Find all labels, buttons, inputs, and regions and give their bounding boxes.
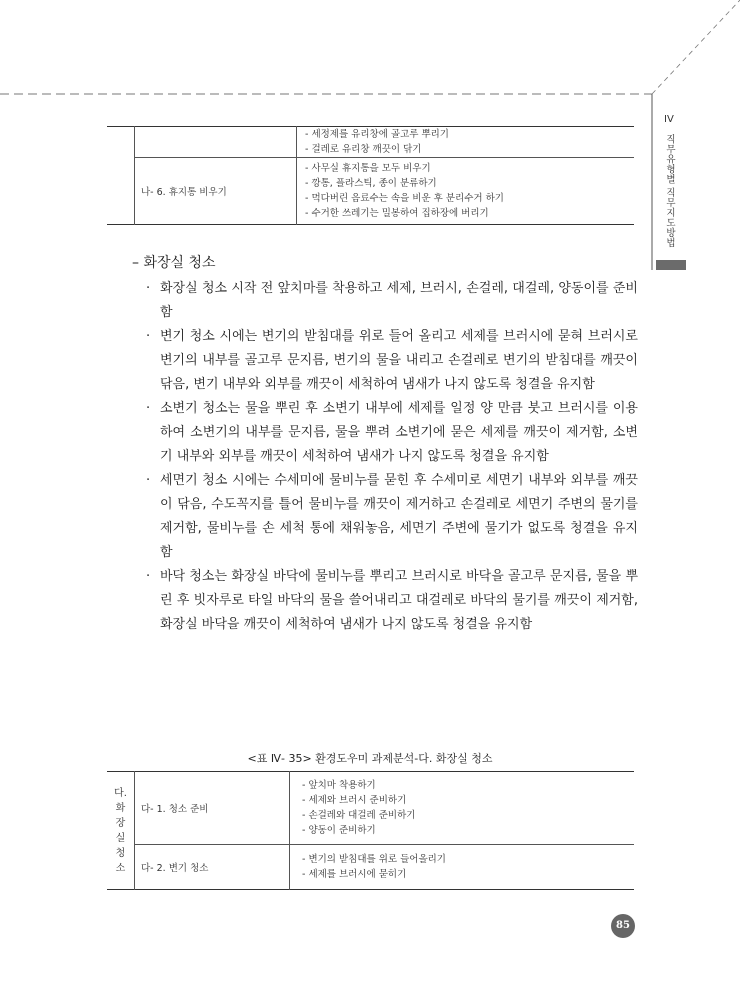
- list-item: [146, 469, 638, 565]
- bullet-dot: ·: [146, 281, 151, 296]
- bullet-dot: ·: [146, 401, 151, 416]
- step-line: - 세제를 브러시에 묻히기: [302, 869, 407, 880]
- step-line: - 수거한 쓰레기는 밀봉하여 집하장에 버리기: [305, 208, 489, 219]
- section-heading: – 화장실 청소: [132, 255, 216, 271]
- chapter-title: 직무유형별 직무지도방법: [664, 134, 675, 248]
- step-line: - 세정제를 유리창에 골고루 뿌리기: [305, 129, 449, 140]
- item-cell: 다- 1. 청소 준비: [135, 772, 290, 845]
- table-row: [107, 127, 634, 158]
- step-line: - 변기의 받침대를 위로 들어올리기: [302, 854, 446, 865]
- step-line: - 먹다버린 음료수는 속을 비운 후 분리수거 하기: [305, 193, 504, 204]
- bullet-dot: ·: [146, 473, 151, 488]
- category-char: 다.: [114, 787, 127, 799]
- table-row: [107, 845, 634, 890]
- bullet-text: 세면기 청소 시에는 수세미에 물비누를 묻힌 후 수세미로 세면기 내부와 외부를 깨끗이 닦음, 수도꼭지를 틀어 물비누를 깨끗이 제거하고 손걸레로 세면기 주변의 물기를 제거함, 물비누를 손 세척 통에 채워놓음, 세면기 주변에 물기가 없도록 청결을 유지함: [160, 473, 638, 560]
- table-row: [107, 158, 634, 225]
- steps-cell: [290, 845, 635, 890]
- item-cell: 나- 6. 휴지통 비우기: [135, 158, 297, 225]
- bullet-text: 화장실 청소 시작 전 앞치마를 착용하고 세제, 브러시, 손걸레, 대걸레, 양동이를 준비함: [160, 281, 638, 320]
- page-number: 85: [611, 914, 635, 938]
- step-line: - 양동이 준비하기: [302, 825, 376, 836]
- step-line: - 앞치마 착용하기: [302, 780, 376, 791]
- step-line: - 손걸레와 대걸레 준비하기: [302, 810, 416, 821]
- list-item: [146, 565, 638, 637]
- category-char: 청: [115, 847, 126, 859]
- steps-cell: [297, 158, 635, 225]
- table-caption: <표 Ⅳ- 35> 환경도우미 과제분석-다. 화장실 청소: [247, 752, 493, 765]
- bullet-text: 바닥 청소는 화장실 바닥에 물비누를 뿌리고 브러시로 바닥을 골고루 문지름, 물을 뿌린 후 빗자루로 타일 바닥의 물을 쓸어내리고 대걸레로 바닥의 물기를 깨끗이 제거함, 화장실 바닥을 깨끗이 세척하여 냄새가 나지 않도록 청결을 유지함: [160, 569, 638, 632]
- chapter-number: IV: [664, 114, 674, 125]
- category-char: 화: [115, 802, 126, 814]
- item-cell: 다- 2. 변기 청소: [135, 845, 290, 890]
- step-line: - 걸레로 유리창 깨끗이 닦기: [305, 144, 422, 155]
- table-row: [107, 772, 634, 845]
- dashed-corner-line: [652, 0, 740, 94]
- category-cell: [107, 127, 135, 225]
- bullet-dot: ·: [146, 569, 151, 584]
- steps-cell: [290, 772, 635, 845]
- list-item: [146, 277, 638, 325]
- category-char: 실: [115, 832, 126, 844]
- chapter-side-tab: [656, 108, 686, 270]
- steps-cell: [297, 127, 635, 158]
- category-cell: [107, 772, 135, 890]
- step-line: - 사무실 휴지통을 모두 비우기: [305, 163, 431, 174]
- item-cell: [135, 127, 297, 158]
- bullet-list: [146, 277, 638, 637]
- list-item: [146, 397, 638, 469]
- category-char: 장: [115, 817, 126, 829]
- category-char: 소: [115, 862, 126, 874]
- chapter-tab-bar: [656, 260, 686, 270]
- list-item: [146, 325, 638, 397]
- bullet-text: 변기 청소 시에는 변기의 받침대를 위로 들어 올리고 세제를 브러시에 묻혀 브러시로 변기의 내부를 골고루 문지름, 변기의 물을 내리고 손걸레로 변기의 받침대를 깨끗이 닦음, 변기 내부와 외부를 깨끗이 세척하여 냄새가 나지 않도록 청결을 유지함: [160, 329, 638, 392]
- bullet-text: 소변기 청소는 물을 뿌린 후 소변기 내부에 세제를 일정 양 만큼 붓고 브러시를 이용하여 소변기의 내부를 문지름, 물을 뿌려 소변기에 묻은 세제를 깨끗이 제거함, 소변기 내부와 외부를 깨끗이 세척하여 냄새가 나지 않도록 청결을 유지함: [160, 401, 638, 464]
- step-line: - 세제와 브러시 준비하기: [302, 795, 407, 806]
- step-line: - 깡통, 플라스틱, 종이 분류하기: [305, 178, 437, 189]
- task-analysis-table-top: [107, 126, 634, 225]
- bullet-dot: ·: [146, 329, 151, 344]
- task-analysis-table-bottom: [107, 771, 634, 890]
